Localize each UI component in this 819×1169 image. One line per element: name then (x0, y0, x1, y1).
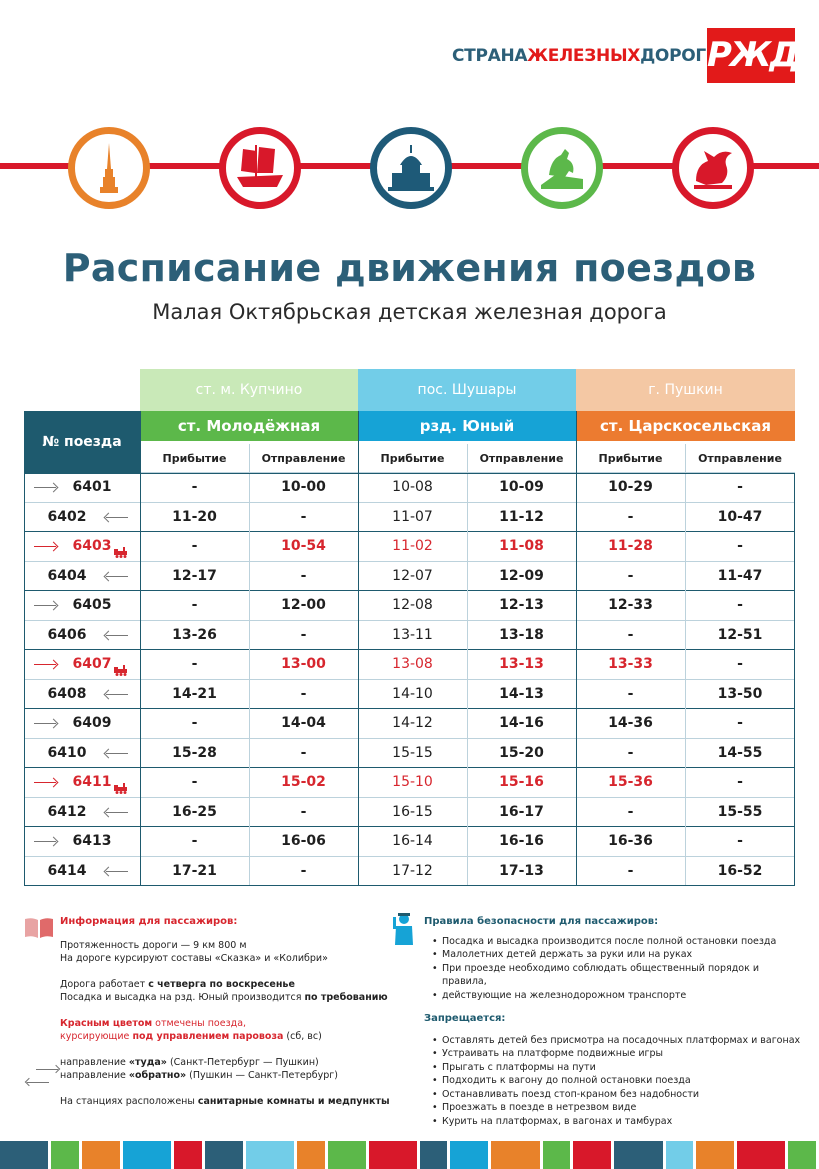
forbidden-rule: • Подходить к вагону до полной остановки поезда (428, 1074, 804, 1088)
time-cell: - (627, 508, 634, 525)
time-cell: - (191, 656, 198, 672)
train-number: 6410 (24, 739, 140, 769)
time-cell: - (737, 479, 743, 495)
footer-stripe (450, 1141, 488, 1169)
footer-stripe (174, 1141, 202, 1169)
time-cell: - (627, 744, 634, 761)
brand-wordmark: СТРАНАЖЕЛЕЗНЫХДОРОГ (452, 46, 706, 66)
footer-stripe (82, 1141, 120, 1169)
time-cell: - (300, 567, 307, 584)
time-cell: - (300, 508, 307, 525)
time-cell: - (191, 833, 198, 849)
footer-stripe (205, 1141, 243, 1169)
time-cell: - (737, 656, 743, 672)
time-cell: 15-02 (281, 774, 326, 790)
column-arrival: Прибытие (576, 444, 685, 473)
time-cell: 15-20 (499, 744, 544, 761)
station-molodezhnaya: ст. Молодёжная (140, 411, 358, 441)
train-number: 6414 (24, 857, 140, 887)
time-cell: - (300, 744, 307, 761)
time-cell: - (737, 597, 743, 613)
time-cell: 16-14 (392, 833, 433, 849)
passenger-info-heading: Информация для пассажиров: (60, 916, 238, 927)
arrow-right-icon (36, 1069, 58, 1070)
time-cell: 17-13 (499, 862, 544, 879)
time-cell: - (627, 626, 634, 643)
train-number: 6405 (24, 591, 140, 621)
forbidden-rule: • Оставлять детей без присмотра на посадочных платформах и вагонах (428, 1034, 804, 1048)
time-cell: - (627, 685, 634, 702)
time-cell: - (191, 774, 198, 790)
time-cell: 13-00 (281, 656, 326, 672)
griffin-icon (672, 127, 754, 209)
time-cell: - (191, 479, 198, 495)
info-yuny: Посадка и высадка на рзд. Юный производится по требованию (60, 992, 388, 1003)
footer-stripe (614, 1141, 662, 1169)
forbidden-rule: • Останавливать поезд стоп-краном без надобности (428, 1088, 804, 1102)
train-number: 6404 (24, 562, 140, 592)
info-direction-there: направление «туда» (Санкт-Петербург — Пушкин) (60, 1056, 319, 1068)
time-cell: 15-10 (392, 774, 433, 790)
safety-rules (424, 915, 804, 1128)
station-yuny: рзд. Юный (358, 411, 576, 441)
time-cell: 12-17 (172, 567, 217, 584)
time-cell: 12-51 (717, 626, 763, 643)
time-cell: 12-33 (608, 597, 653, 613)
footer-stripe (491, 1141, 539, 1169)
train-number: 6402 (24, 503, 140, 533)
info-sanitary: На станциях расположены санитарные комнаты и медпункты (60, 1095, 390, 1107)
time-cell: 15-55 (717, 803, 763, 820)
time-cell: - (737, 538, 743, 554)
book-icon (24, 917, 54, 939)
train-number: 6403 (24, 532, 140, 562)
time-cell: 11-02 (392, 538, 433, 554)
time-cell: - (191, 715, 198, 731)
time-cell: 13-26 (172, 626, 217, 643)
time-cell: 11-12 (499, 508, 544, 525)
safety-rule: • Посадка и высадка производится после полной остановки поезда (428, 935, 804, 949)
time-cell: 15-15 (392, 744, 433, 761)
time-cell: - (300, 685, 307, 702)
time-cell: 14-16 (499, 715, 544, 731)
train-number-header: № поезда (24, 411, 140, 473)
time-cell: 13-18 (499, 626, 544, 643)
time-cell: 12-00 (281, 597, 326, 613)
time-cell: 12-08 (392, 597, 433, 613)
time-cell: 13-08 (392, 656, 433, 672)
time-cell: 16-36 (608, 833, 653, 849)
time-cell: 10-09 (499, 479, 544, 495)
time-cell: 12-07 (392, 567, 433, 584)
footer-stripe (123, 1141, 171, 1169)
time-cell: 11-07 (392, 508, 433, 525)
footer-stripe (666, 1141, 694, 1169)
zone-kupchino: ст. м. Купчино (140, 369, 358, 411)
time-cell: 17-12 (392, 862, 433, 879)
time-cell: 16-15 (392, 803, 433, 820)
footer-stripe (788, 1141, 816, 1169)
time-cell: 10-54 (281, 538, 326, 554)
time-cell: 12-13 (499, 597, 544, 613)
forbidden-rule: • Устраивать на платформе подвижные игры (428, 1047, 804, 1061)
train-number: 6408 (24, 680, 140, 710)
time-cell: 10-47 (717, 508, 763, 525)
time-cell: - (300, 862, 307, 879)
time-cell: 16-25 (172, 803, 217, 820)
safety-heading: Правила безопасности для пассажиров: (424, 916, 659, 927)
time-cell: 11-08 (499, 538, 544, 554)
footer-stripe (297, 1141, 325, 1169)
time-cell: 10-00 (281, 479, 326, 495)
footer-stripe (696, 1141, 734, 1169)
rzd-logo: РЖД (707, 28, 795, 83)
passenger-info (60, 915, 390, 1108)
st-isaac-cathedral-icon (370, 127, 452, 209)
time-cell: - (627, 862, 634, 879)
footer-stripe (246, 1141, 294, 1169)
time-cell: - (191, 597, 198, 613)
train-number: 6401 (24, 473, 140, 503)
info-days: Дорога работает с четверга по воскресенье (60, 978, 295, 990)
footer-stripes (0, 1141, 819, 1169)
footer-stripe (420, 1141, 448, 1169)
time-cell: 14-13 (499, 685, 544, 702)
time-cell: - (627, 803, 634, 820)
arrow-left-icon (27, 1082, 49, 1083)
time-cell: 13-13 (499, 656, 544, 672)
time-cell: 15-28 (172, 744, 217, 761)
train-number: 6409 (24, 709, 140, 739)
time-cell: 16-16 (499, 833, 544, 849)
info-steam-legend: курсирующие под управлением паровоза (сб, вс) (60, 1031, 322, 1042)
train-number: 6413 (24, 827, 140, 857)
time-cell: 14-12 (392, 715, 433, 731)
page-subtitle: Малая Октябрьская детская железная дорога (152, 300, 667, 324)
safety-rule: • При проезде необходимо соблюдать общественный порядок и правила, (428, 962, 804, 989)
time-cell: 14-55 (717, 744, 763, 761)
zone-shushary: пос. Шушары (358, 369, 576, 411)
time-cell: 14-21 (172, 685, 217, 702)
forbidden-rule: • Курить на платформах, в вагонах и тамбурах (428, 1115, 804, 1129)
railway-worker-icon (393, 911, 415, 947)
time-cell: - (737, 774, 743, 790)
column-departure: Отправление (685, 444, 795, 473)
sailing-ship-icon (219, 127, 301, 209)
forbidden-rule: • Проезжать в поезде в нетрезвом виде (428, 1101, 804, 1115)
time-cell: 14-04 (281, 715, 326, 731)
time-cell: 16-06 (281, 833, 326, 849)
zone-pushkin: г. Пушкин (576, 369, 795, 411)
train-number: 6411 (24, 768, 140, 798)
station-tsarskoselskaya: ст. Царскосельская (576, 411, 795, 441)
footer-stripe (328, 1141, 366, 1169)
time-cell: 11-47 (717, 567, 763, 584)
time-cell: 11-28 (608, 538, 653, 554)
time-cell: - (300, 803, 307, 820)
forbidden-rule: • Прыгать с платформы на пути (428, 1061, 804, 1075)
info-direction-back: направление «обратно» (Пушкин — Санкт-Петербург) (60, 1070, 338, 1081)
page-title: Расписание движения поездов (62, 246, 757, 290)
column-arrival: Прибытие (358, 444, 467, 473)
table-frame (24, 473, 795, 886)
info-red-legend: Красным цветом отмечены поезда, (60, 1017, 247, 1029)
peter-paul-spire-icon (68, 127, 150, 209)
time-cell: 10-29 (608, 479, 653, 495)
time-cell: - (300, 626, 307, 643)
safety-rule: • действующие на железнодорожном транспорте (428, 989, 804, 1003)
time-cell: 13-50 (717, 685, 763, 702)
train-number: 6406 (24, 621, 140, 651)
time-cell: 12-09 (499, 567, 544, 584)
time-cell: 15-36 (608, 774, 653, 790)
time-cell: - (627, 567, 634, 584)
column-departure: Отправление (467, 444, 576, 473)
time-cell: 10-08 (392, 479, 433, 495)
column-arrival: Прибытие (140, 444, 249, 473)
footer-stripe (737, 1141, 785, 1169)
time-cell: 14-10 (392, 685, 433, 702)
time-cell: 13-11 (392, 626, 433, 643)
time-cell: 15-16 (499, 774, 544, 790)
train-number: 6412 (24, 798, 140, 828)
time-cell: 14-36 (608, 715, 653, 731)
info-length: Протяженность дороги — 9 км 800 м (60, 939, 247, 951)
safety-rule: • Малолетних детей держать за руки или на руках (428, 948, 804, 962)
column-departure: Отправление (249, 444, 358, 473)
footer-stripe (573, 1141, 611, 1169)
footer-stripe (0, 1141, 48, 1169)
forbidden-heading: Запрещается: (424, 1013, 506, 1024)
footer-stripe (543, 1141, 571, 1169)
time-cell: - (737, 715, 743, 731)
time-cell: - (191, 538, 198, 554)
train-number: 6407 (24, 650, 140, 680)
time-cell: 11-20 (172, 508, 217, 525)
footer-stripe (369, 1141, 417, 1169)
time-cell: 17-21 (172, 862, 217, 879)
time-cell: 16-52 (717, 862, 763, 879)
time-cell: 16-17 (499, 803, 544, 820)
bronze-horseman-icon (521, 127, 603, 209)
time-cell: - (737, 833, 743, 849)
info-trains: На дороге курсируют составы «Сказка» и «Колибри» (60, 953, 328, 964)
footer-stripe (51, 1141, 79, 1169)
time-cell: 13-33 (608, 656, 653, 672)
